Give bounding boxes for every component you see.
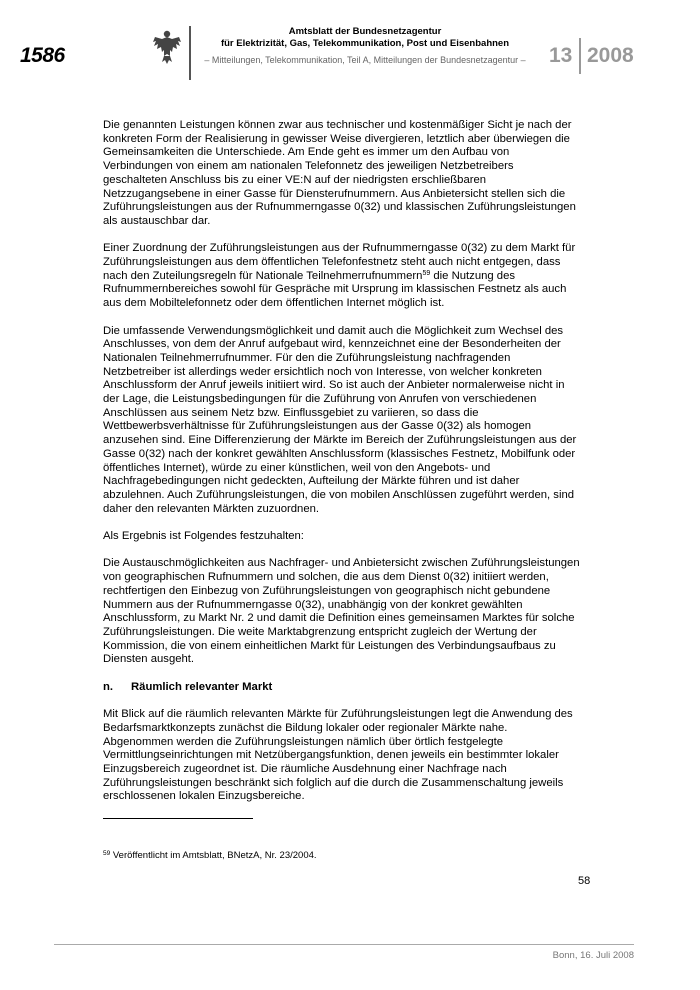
journal-title-line1: Amtsblatt der Bundesnetzagentur (288, 26, 442, 37)
footer-divider (54, 944, 634, 945)
paragraph (103, 242, 580, 311)
paragraph: Die genannten Leistungen können zwar aus technischer und kostenmäßiger Sicht je nach der konkreten Form der Realisierung in gewisser Weise divergieren, letztlich aber überwiegen die Gemeinsamkeiten die Unterschiede. Am Ende geht es immer um den Aufbau von Verbindungen von einem am nationalen Telefonnetz des jeweiligen Netzbetreibers geschalteten Anschluss bis zu einer VE:N auf der niedrigsten erschließbaren Netzzugangsebene in einer Gasse für Diensterufnummern. Aus Anbietersicht stellen sich die Zuführungsleistungen aus der Rufnummerngasse 0(32) und klassischen Zuführungsleistungen als austauschbar dar. (103, 119, 576, 227)
section-title: Räumlich relevanter Markt (131, 680, 273, 693)
paragraph-text: Einer Zuordnung der Zuführungsleistungen aus der Rufnummerngasse 0(32) zu dem Markt für Zuführungsleistungen aus dem öffentlichen Telefonfestnetz steht auch nicht entgegen, dass nach den Zuteilungsregeln für Nationale Teilnehmerrufnummern (103, 242, 576, 282)
footer-date: Bonn, 16. Juli 2008 (552, 950, 634, 961)
paragraph-text: die Nutzung des Rufnummernbereiches sowohl für Gespräche mit Ursprung im klassischen Festnetz als auch aus dem Mobiltelefonnetz oder dem öffentlichen Internet möglich ist. (103, 269, 567, 310)
journal-title (200, 26, 530, 50)
footnote (103, 850, 317, 861)
section-heading (103, 681, 580, 695)
federal-eagle-icon (152, 28, 182, 66)
section-number: n. (103, 680, 114, 693)
issue-year: 2008 (587, 44, 634, 67)
footnote-text: Veröffentlicht im Amtsblatt, BNetzA, Nr. 23/2004. (112, 850, 317, 861)
paragraph: Als Ergebnis ist Folgendes festzuhalten: (103, 530, 304, 543)
paragraph: Die Austauschmöglichkeiten aus Nachfrager- und Anbietersicht zwischen Zuführungsleistungen von geographischen Rufnummern und solchen, die aus dem Dienst 0(32) initiiert werden, rechtfertigen den Einbezug von Zuführungsleistungen von geographisch nicht gebundene Nummern aus der Rufnummerngasse 0(32), unabhängig von der konkret gewählten Anschlussform, zu Markt Nr. 2 und damit die Definition eines gemeinsamen Marktes für solche Zuführungsleistungen. Die weite Marktabgrenzung entspricht zugleich der Wertung der Kommission, die von einem einheitlichen Markt für Leistungen des Verbindungsaufbaus zu Diensten ausgeht. (103, 557, 580, 666)
footnote-divider (103, 818, 253, 819)
document-body (103, 119, 580, 818)
journal-title-line2: für Elektrizität, Gas, Telekommunikation, Post und Eisenbahnen (220, 38, 510, 49)
paragraph: Mit Blick auf die räumlich relevanten Märkte für Zuführungsleistungen legt die Anwendung des Bedarfsmarktkonzepts zunächst die Bildung lokaler oder regionaler Märkte nahe. Abgenommen werden die Zuführungsleistungen nämlich über örtlich festgelegte Vermittlungseinrichtungen mit Netzübergangsfunktion, denen jeweils ein bestimmter lokaler Einzugsbereich zugeordnet ist. Die räumliche Ausdehnung einer Nachfrage nach Zuführungsleistungen beschränkt sich folglich auf die durch die Zusammenschaltung jeweils erschlossenen lokalen Einzugsbereiche. (103, 708, 573, 803)
document-page-number: 58 (578, 875, 591, 887)
header-divider (189, 26, 191, 80)
footnote-reference[interactable]: 59 (422, 269, 431, 277)
issue-number: 13 (549, 44, 573, 67)
footnote-number: 59 (103, 850, 111, 857)
paragraph: Die umfassende Verwendungsmöglichkeit und damit auch die Möglichkeit zum Wechsel des Anschlusses, von dem der Anruf aufgebaut wird, kennzeichnet eine der Besonderheiten der Nationalen Teilnehmerrufnummer. Für den die Zuführungsleistung nachfragenden Netzbetreiber ist allerdings weder ersichtlich noch von Interesse, von welcher konkreten Anschlussform der Anruf jeweils initiiert wird. So ist auch der Anbieter normalerweise nicht in der Lage, die Leistungsbedingungen für die Zuführung von Anrufen von verschiedenen Anschlüssen aus seinem Netz bzw. Einflussgebiet zu variieren, so dass die Wettbewerbsverhältnisse für Zuführungsleistungen aus der Gasse 0(32) als homogen anzusehen sind. Eine Differenzierung der Märkte im Bereich der Zuführungsleistungen aus der Gasse 0(32) nach der konkret gewählten Anschlussform (klassisches Festnetz, Mobilfunk oder öffentliches Internet), würde zu einer künstlichen, weil von den Angebots- und Nachfragebedingungen nicht gedeckten, Aufteilung der Märkte führen und ist daher abzulehnen. Auch Zuführungsleistungen, die von mobilen Anschlüssen zugeführt werden, sind daher den relevanten Märkten zuzuordnen. (103, 324, 577, 515)
journal-subtitle: – Mitteilungen, Telekommunikation, Teil A, Mitteilungen der Bundesnetzagentur – (204, 55, 526, 65)
page-number: 1586 (20, 44, 65, 67)
issue-divider (579, 38, 581, 74)
